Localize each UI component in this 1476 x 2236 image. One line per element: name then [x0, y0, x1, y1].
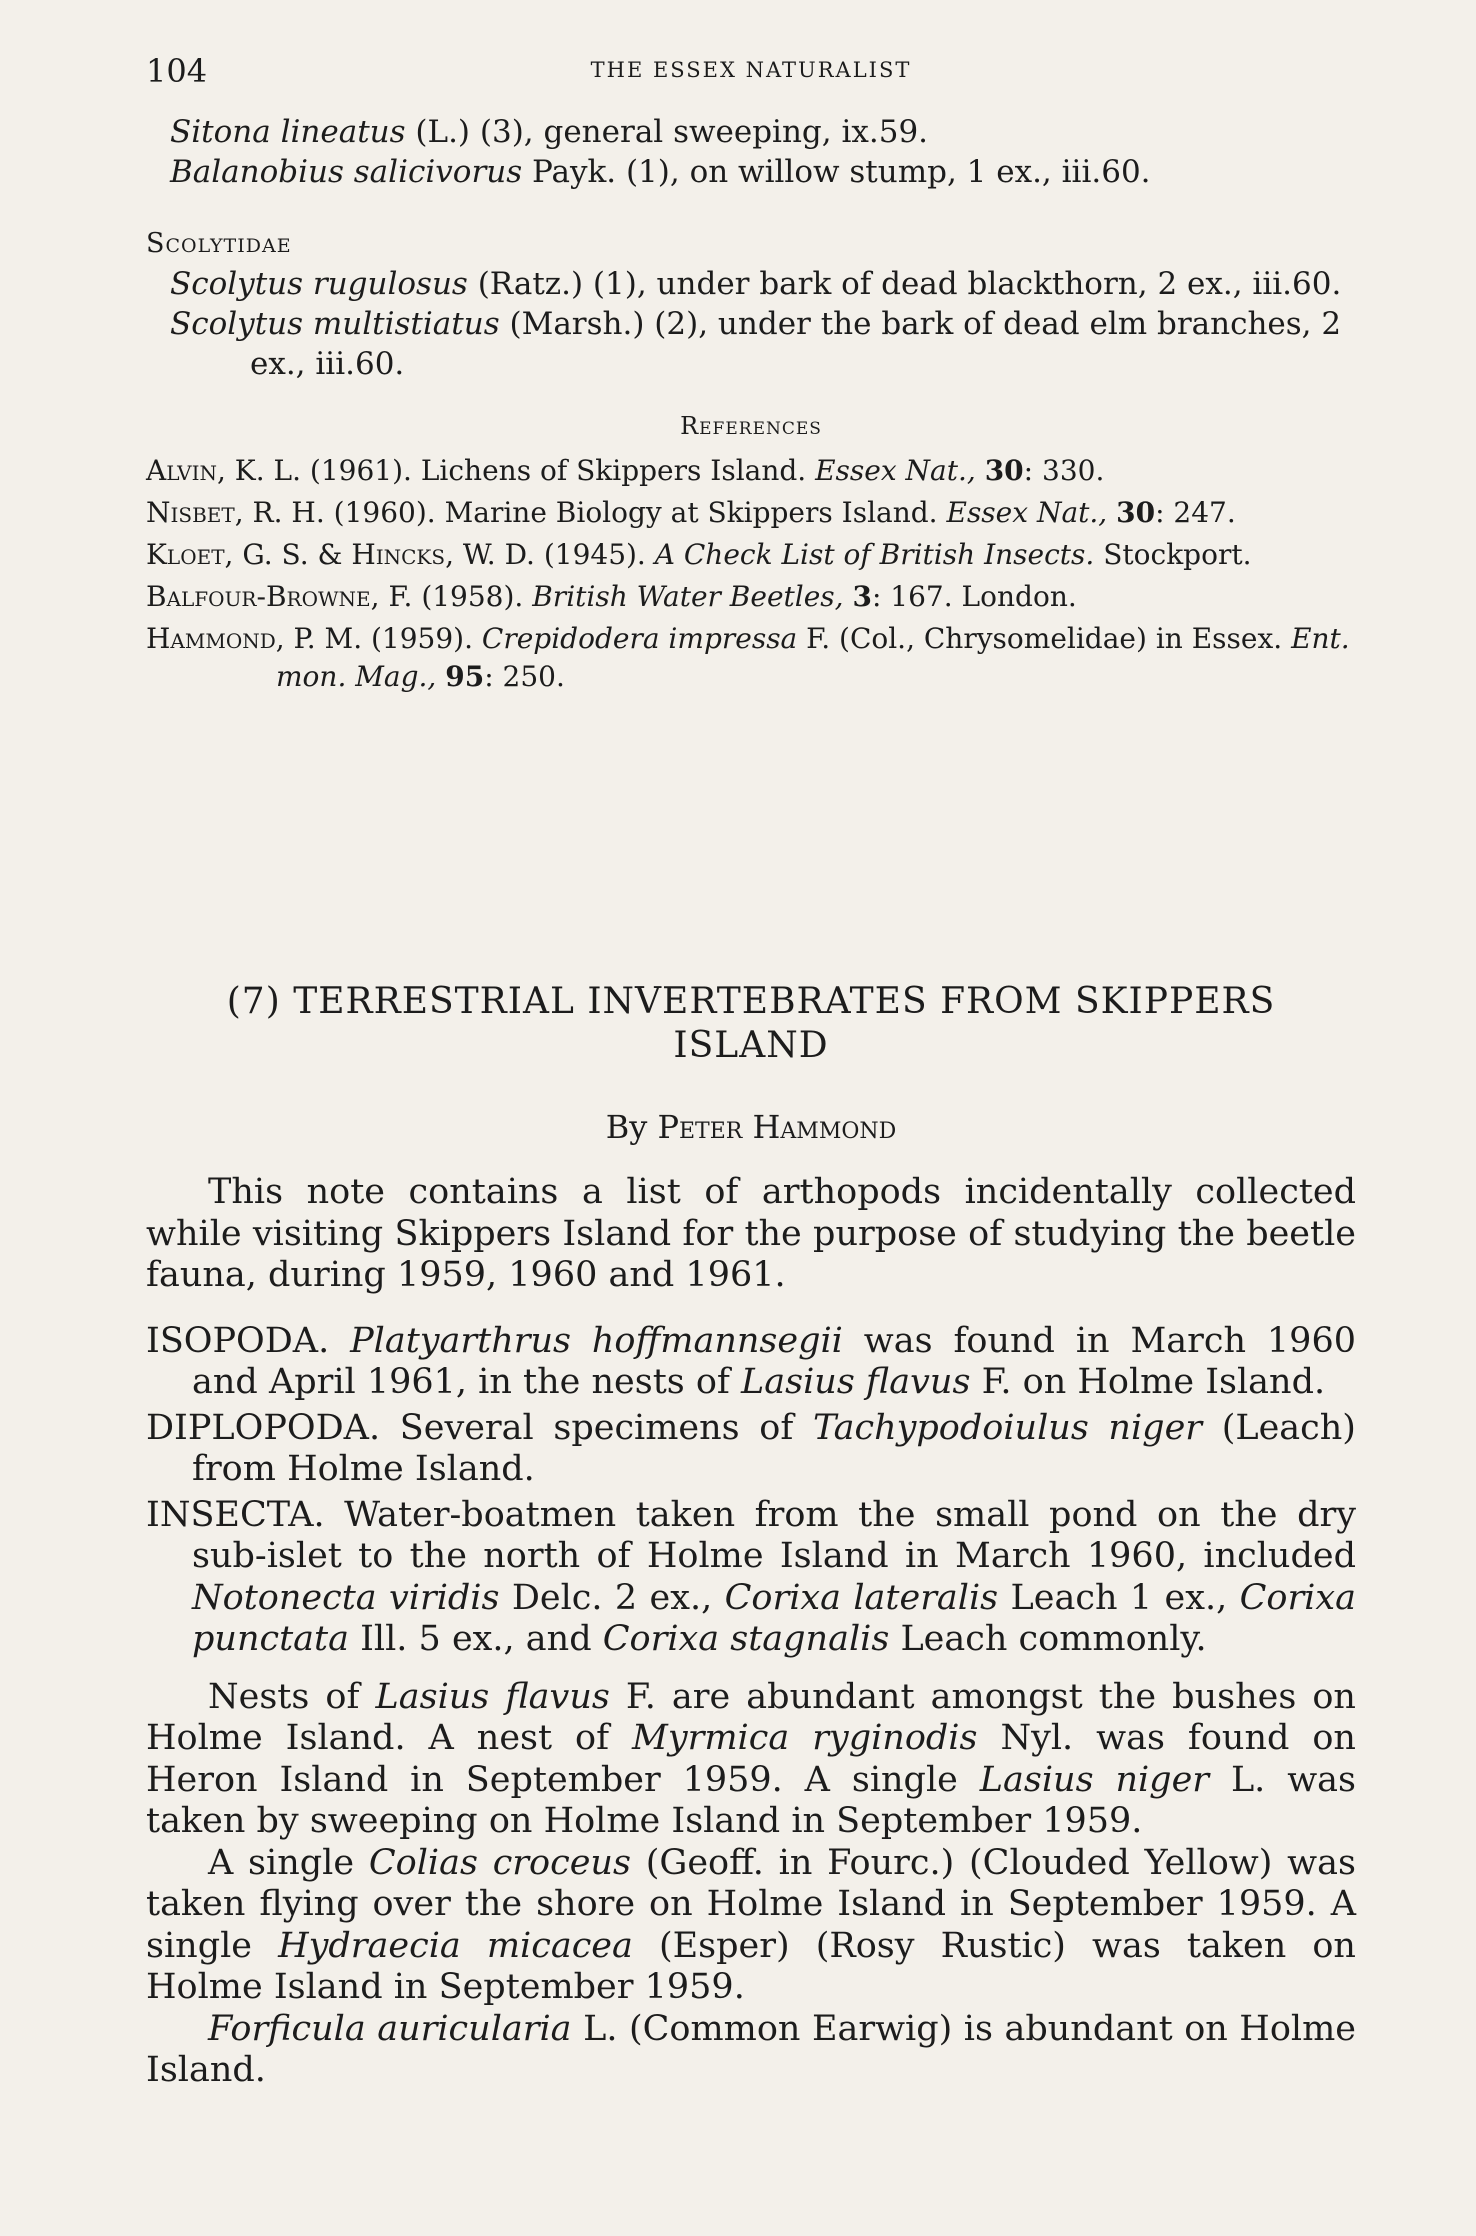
record-text: (Marsh.) (2), under the bark of dead elm branches, 2 ex., iii.60.	[250, 306, 1342, 382]
title-line: ISLAND	[673, 1025, 829, 1066]
section-text: Delc. 2 ex.,	[511, 1577, 713, 1618]
section-label: DIPLOPODA.	[146, 1407, 381, 1448]
record-text: (L.) (3), general sweeping, ix.59.	[415, 114, 929, 150]
taxon-name: Scolytus multistiatus	[170, 306, 500, 342]
taxon-name: Corixa stagnalis	[602, 1619, 890, 1659]
taxon-name: Corixa lateralis	[724, 1577, 999, 1618]
ref-taxon: Crepidodera impressa	[481, 622, 798, 655]
reference-item	[146, 536, 1356, 574]
article-title	[146, 980, 1356, 1068]
reference-item	[146, 620, 1356, 696]
page-header	[146, 52, 1356, 92]
para-text: L. was taken by sweeping on Holme Island in September 1959.	[146, 1759, 1356, 1841]
taxon-name: Sitona lineatus	[170, 114, 406, 150]
taxon-name: Scolytus rugulosus	[170, 266, 468, 302]
record-text: (Ratz.) (1), under bark of dead blackthorn, 2 ex., iii.60.	[477, 266, 1342, 302]
ref-volume: 95	[445, 660, 485, 693]
taxon-name: Colias croceus	[368, 1842, 631, 1883]
para-text: A single	[208, 1842, 355, 1883]
reference-item	[146, 494, 1356, 532]
ref-title: F. (Col., Chrysomelidae) in Essex.	[806, 622, 1283, 655]
section-text: Leach commonly.	[900, 1619, 1207, 1659]
page-number: 104	[146, 52, 208, 90]
ref-year: (1959).	[371, 622, 474, 655]
taxon-name: Tachypodoiulus niger	[812, 1407, 1203, 1448]
ref-year: (1945).	[543, 538, 646, 571]
section-label: ISOPODA.	[146, 1320, 330, 1361]
ref-pages: : 167. London.	[871, 580, 1077, 613]
record-scolytus-rugulosus	[146, 264, 1356, 304]
paragraph-colias	[146, 1843, 1356, 2009]
ref-year: (1960).	[333, 496, 436, 529]
taxon-name: Myrmica ryginodis	[632, 1718, 978, 1758]
paragraph-nests	[146, 1677, 1356, 1843]
ref-volume: 30	[1116, 496, 1156, 529]
ref-volume: 3	[852, 580, 872, 613]
record-scolytus-multistiatus	[146, 304, 1356, 384]
taxon-name: Notonecta viridis	[192, 1577, 500, 1618]
section-text: Leach 1 ex.,	[1010, 1577, 1228, 1618]
ref-title: A Check List of British Insects.	[654, 538, 1095, 571]
ref-year: (1961).	[309, 454, 412, 487]
taxon-name: Lasius niger	[979, 1759, 1210, 1800]
para-text: Nests of	[208, 1676, 360, 1717]
intro-paragraph: This note contains a list of arthopods incidentally collected while visiting Skippers Island for the purpose of studying the beetle fauna, during 1959, 1960 and 1961.	[146, 1172, 1356, 1295]
ref-title: British Water Beetles,	[532, 580, 844, 613]
ref-year: (1958).	[421, 580, 524, 613]
section-text: (Leach) from Holme Island.	[192, 1407, 1356, 1489]
section-text: Several specimens of	[399, 1407, 794, 1448]
ref-title: Lichens of Skippers Island.	[420, 454, 807, 487]
ref-journal: Essex Nat.,	[946, 496, 1108, 529]
para-text: L. (Common Earwig) is abundant on Holme Island.	[146, 2008, 1356, 2090]
article-body	[146, 1172, 1356, 2092]
ref-author: Alvin, K. L.	[146, 454, 301, 487]
taxon-name: Forficula auricularia	[208, 2008, 572, 2049]
ref-journal: Essex Nat.,	[815, 454, 976, 487]
ref-pages: : 247.	[1155, 496, 1236, 529]
record-text: Payk. (1), on willow stump, 1 ex., iii.60.	[532, 154, 1151, 190]
byline	[146, 1108, 1356, 1146]
section-text: F. on Holme Island.	[981, 1362, 1326, 1402]
references-heading: References	[680, 412, 822, 440]
section-text: was found in March 1960 and April 1961, in the nests of	[192, 1320, 1356, 1402]
ref-author: Nisbet, R. H.	[146, 496, 325, 529]
taxon-name: Hydraecia micacea	[278, 1925, 633, 1966]
ref-author: Kloet, G. S. & Hincks, W. D.	[146, 538, 535, 571]
para-text: (Esper) (Rosy Rustic) was taken on Holme Island in September 1959.	[146, 1925, 1356, 2007]
ref-volume: 30	[984, 454, 1024, 487]
title-line: (7) TERRESTRIAL INVERTEBRATES FROM SKIPPERS	[226, 981, 1276, 1022]
ref-pages: : 250.	[484, 660, 565, 693]
section-text: Water-boatmen taken from the small pond on the dry sub-islet to the north of Holme Island in March 1960, included	[192, 1494, 1356, 1576]
ref-author: Balfour-Browne, F.	[146, 580, 413, 613]
section-label: INSECTA.	[146, 1494, 325, 1535]
author-name: Peter Hammond	[657, 1108, 897, 1146]
reference-item	[146, 578, 1356, 616]
ref-title: Marine Biology at Skippers Island.	[444, 496, 938, 529]
taxon-name: Balanobius salicivorus	[170, 154, 523, 190]
para-text: F. are abundant amongst the bushes on Holme Island. A nest of	[146, 1676, 1356, 1758]
running-title: THE ESSEX NATURALIST	[590, 58, 912, 82]
taxon-name: Lasius flavus	[375, 1676, 610, 1717]
taxon-name: Corixa punctata	[192, 1577, 1356, 1659]
record-balanobius	[146, 152, 1356, 192]
family-heading-scolytidae: Scolytidae	[146, 228, 292, 259]
section-insecta	[146, 1495, 1356, 1661]
species-list-continued	[146, 112, 1356, 700]
ref-pages: : 330.	[1023, 454, 1105, 487]
paragraph-forficula	[146, 2009, 1356, 2092]
section-text: Ill. 5 ex., and	[360, 1619, 592, 1659]
record-sitona	[146, 112, 1356, 152]
reference-item	[146, 452, 1356, 490]
para-text: Nyl. was found on Heron Island in September 1959. A single	[146, 1718, 1356, 1800]
ref-author: Hammond, P. M.	[146, 622, 363, 655]
para-text: (Geoff. in Fourc.) (Clouded Yellow) was taken flying over the shore on Holme Island in September 1959. A single	[146, 1842, 1356, 1966]
byline-by: By	[605, 1108, 648, 1146]
ref-journal: Ent. mon. Mag.,	[276, 622, 1350, 693]
section-diplopoda	[146, 1408, 1356, 1491]
taxon-name: Lasius flavus	[741, 1362, 971, 1402]
section-isopoda	[146, 1321, 1356, 1404]
ref-place: Stockport.	[1103, 538, 1252, 571]
taxon-name: Platyarthrus hoffmannsegii	[350, 1320, 843, 1361]
